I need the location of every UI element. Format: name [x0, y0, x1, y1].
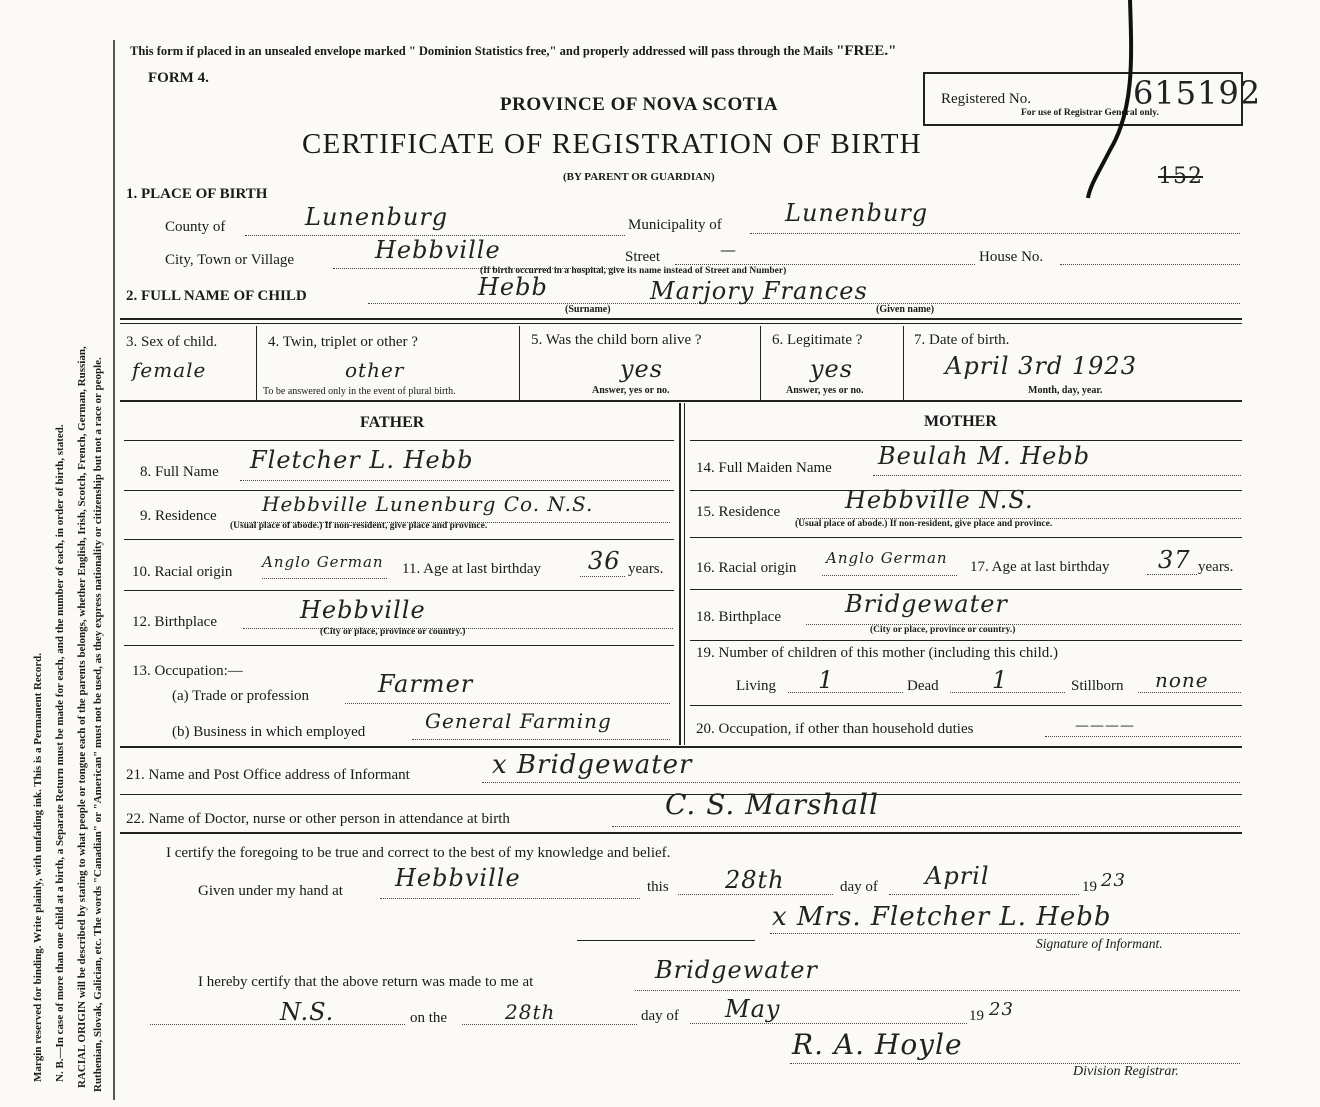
dob-label: 7. Date of birth.	[914, 332, 1010, 348]
mother-name-value: Beulah M. Hebb	[878, 442, 1091, 470]
legit-label: 6. Legitimate ?	[772, 332, 863, 348]
living-label: Living	[736, 678, 776, 694]
hospital-note: (If birth occurred in a hospital, give its name instead of Street and Number)	[480, 266, 787, 276]
reg-place-value: Bridgewater	[655, 956, 818, 984]
father-age-label: 11. Age at last birthday	[402, 561, 541, 577]
mother-age-value: 37	[1158, 546, 1191, 574]
mail-notice	[130, 43, 896, 60]
father-name-label: 8. Full Name	[140, 464, 219, 480]
given-caption: (Given name)	[876, 304, 935, 315]
father-years: years.	[628, 561, 664, 577]
twin-label: 4. Twin, triplet or other ?	[268, 334, 418, 350]
city-label: City, Town or Village	[165, 252, 295, 268]
hereby-statement: I hereby certify that the above return was made to me at	[198, 974, 534, 990]
given-name-value: Marjory Frances	[650, 277, 868, 305]
stillborn-value: none	[1155, 668, 1209, 692]
alive-label: 5. Was the child born alive ?	[531, 332, 702, 348]
father-race-label: 10. Racial origin	[132, 564, 233, 580]
year-prefix-1: 19	[1082, 879, 1097, 895]
page-title: CERTIFICATE OF REGISTRATION OF BIRTH	[302, 128, 922, 160]
stamp-number: 152	[1158, 164, 1203, 189]
father-name-value: Fletcher L. Hebb	[250, 446, 474, 474]
day-of-label: day of	[840, 879, 878, 895]
given-at-value: Hebbville	[395, 864, 521, 892]
mother-res-value: Hebbville N.S.	[845, 486, 1034, 514]
father-res-value: Hebbville Lunenburg Co. N.S.	[262, 492, 594, 516]
reg-day-value: 28th	[505, 1000, 556, 1024]
county-value: Lunenburg	[305, 203, 449, 231]
doctor-value: C. S. Marshall	[665, 788, 879, 821]
rule-2	[120, 323, 1242, 324]
binding-margin-line	[113, 40, 115, 1100]
alive-answer-note: Answer, yes or no.	[592, 385, 670, 396]
father-birth-value: Hebbville	[300, 596, 426, 624]
house-label: House No.	[979, 249, 1044, 265]
registered-value: 615192	[1133, 74, 1262, 112]
father-birth-label: 12. Birthplace	[132, 614, 217, 630]
municipality-label: Municipality of	[628, 217, 722, 233]
place-of-birth-label: 1. PLACE OF BIRTH	[126, 186, 268, 202]
street-value: —	[720, 240, 737, 259]
certify-statement: I certify the foregoing to be true and correct to the best of my knowledge and belief.	[166, 845, 671, 861]
year-prefix-2: 19	[969, 1008, 984, 1024]
page-subtitle: (BY PARENT OR GUARDIAN)	[563, 171, 715, 183]
mother-res-label: 15. Residence	[696, 504, 781, 520]
reg-place2-value: N.S.	[280, 998, 335, 1026]
alive-value: yes	[620, 355, 664, 383]
mother-name-label: 14. Full Maiden Name	[696, 460, 832, 476]
mother-age-label: 17. Age at last birthday	[970, 559, 1110, 575]
registered-label: Registered No.	[941, 91, 1031, 107]
reg-day-of-label: day of	[641, 1008, 679, 1024]
children-label: 19. Number of children of this mother (including this child.)	[696, 645, 1059, 661]
margin-note-3: RACIAL ORIGIN will be described by stating to what people or tongue each of the parents belongs, whether English, Irish, Scotch, French, German, Russian,	[76, 346, 88, 1088]
doctor-label: 22. Name of Doctor, nurse or other person in attendance at birth	[126, 811, 510, 827]
year-value: 23	[1101, 870, 1126, 891]
business-value: General Farming	[425, 709, 612, 733]
surname-value: Hebb	[478, 273, 548, 301]
pen-stroke-mark	[1060, 0, 1150, 200]
living-value: 1	[818, 666, 835, 694]
city-value: Hebbville	[375, 236, 501, 264]
county-label: County of	[165, 219, 226, 235]
margin-note-1: Margin reserved for binding. Write plainly, with unfading ink. This is a Permanent Record.	[32, 653, 44, 1082]
dob-value: April 3rd 1923	[945, 352, 1137, 380]
occupation-label: 13. Occupation:—	[132, 663, 243, 679]
informant-label: 21. Name and Post Office address of Informant	[126, 767, 410, 783]
full-name-label: 2. FULL NAME OF CHILD	[126, 288, 307, 304]
business-label: (b) Business in which employed	[172, 724, 366, 740]
registrar-signature: R. A. Hoyle	[792, 1028, 963, 1061]
sex-label: 3. Sex of child.	[126, 334, 218, 350]
mother-abode-note: (Usual place of abode.) If non-resident, give place and province.	[795, 519, 1053, 529]
mother-years: years.	[1198, 559, 1234, 575]
trade-value: Farmer	[378, 670, 474, 698]
father-abode-note: (Usual place of abode.) If non-resident, give place and province.	[230, 521, 488, 531]
sex-value: female	[132, 358, 207, 382]
margin-note-4: Ruthenian, Slovak, Galician, etc. The words "Canadian" or "American" must not be used, as they express nationality or citizenship but not a race or people.	[92, 357, 104, 1092]
mail-free: "FREE."	[836, 43, 897, 59]
rule-1	[120, 318, 1242, 320]
trade-label: (a) Trade or profession	[172, 688, 310, 704]
legit-answer-note: Answer, yes or no.	[786, 385, 864, 396]
signature-underline	[577, 940, 755, 941]
street-label: Street	[625, 249, 660, 265]
father-heading: FATHER	[360, 414, 425, 431]
division-registrar-label: Division Registrar.	[1073, 1064, 1179, 1079]
informant-signature: x Mrs. Fletcher L. Hebb	[772, 902, 1112, 932]
twin-note: To be answered only in the event of plural birth.	[263, 386, 456, 397]
this-label: this	[647, 879, 669, 895]
mail-notice-text: This form if placed in an unsealed envelope marked " Dominion Statistics free," and properly addressed will pass through the Mails	[130, 44, 833, 58]
informant-value: x Bridgewater	[492, 750, 693, 780]
mother-birth-label: 18. Birthplace	[696, 609, 781, 625]
father-res-label: 9. Residence	[140, 508, 217, 524]
reg-month-value: May	[725, 995, 781, 1023]
surname-caption: (Surname)	[565, 304, 611, 315]
reg-year-value: 23	[989, 999, 1014, 1020]
mother-birth-value: Bridgewater	[845, 590, 1008, 618]
legit-value: yes	[810, 355, 854, 383]
province-heading: PROVINCE OF NOVA SCOTIA	[500, 94, 779, 115]
municipality-value: Lunenburg	[785, 199, 929, 227]
dead-value: 1	[992, 666, 1009, 694]
mother-race-value: Anglo German	[826, 549, 948, 567]
signature-label: Signature of Informant.	[1036, 936, 1163, 951]
registrar-note: For use of Registrar General only.	[1021, 108, 1159, 118]
month-value: April	[925, 862, 990, 890]
twin-value: other	[345, 358, 405, 382]
father-city-note: (City or place, province or country.)	[320, 627, 466, 637]
dob-note: Month, day, year.	[1028, 385, 1103, 396]
father-age-value: 36	[588, 547, 621, 575]
margin-note-2: N. B.—In case of more than one child at a birth, a Separate Return must be made for each, and the number of each, in order of birth, stated.	[54, 424, 66, 1082]
father-race-value: Anglo German	[262, 553, 384, 571]
given-under-label: Given under my hand at	[198, 883, 343, 899]
dead-label: Dead	[907, 678, 939, 694]
mother-race-label: 16. Racial origin	[696, 560, 797, 576]
mother-occ-value: ————	[1075, 718, 1135, 734]
form-number: FORM 4.	[148, 70, 209, 86]
stillborn-label: Stillborn	[1071, 678, 1124, 694]
mother-city-note: (City or place, province or country.)	[870, 625, 1016, 635]
on-the-label: on the	[410, 1010, 448, 1026]
day-value: 28th	[725, 866, 785, 894]
mother-heading: MOTHER	[924, 413, 997, 430]
mother-occ-label: 20. Occupation, if other than household duties	[696, 721, 974, 737]
